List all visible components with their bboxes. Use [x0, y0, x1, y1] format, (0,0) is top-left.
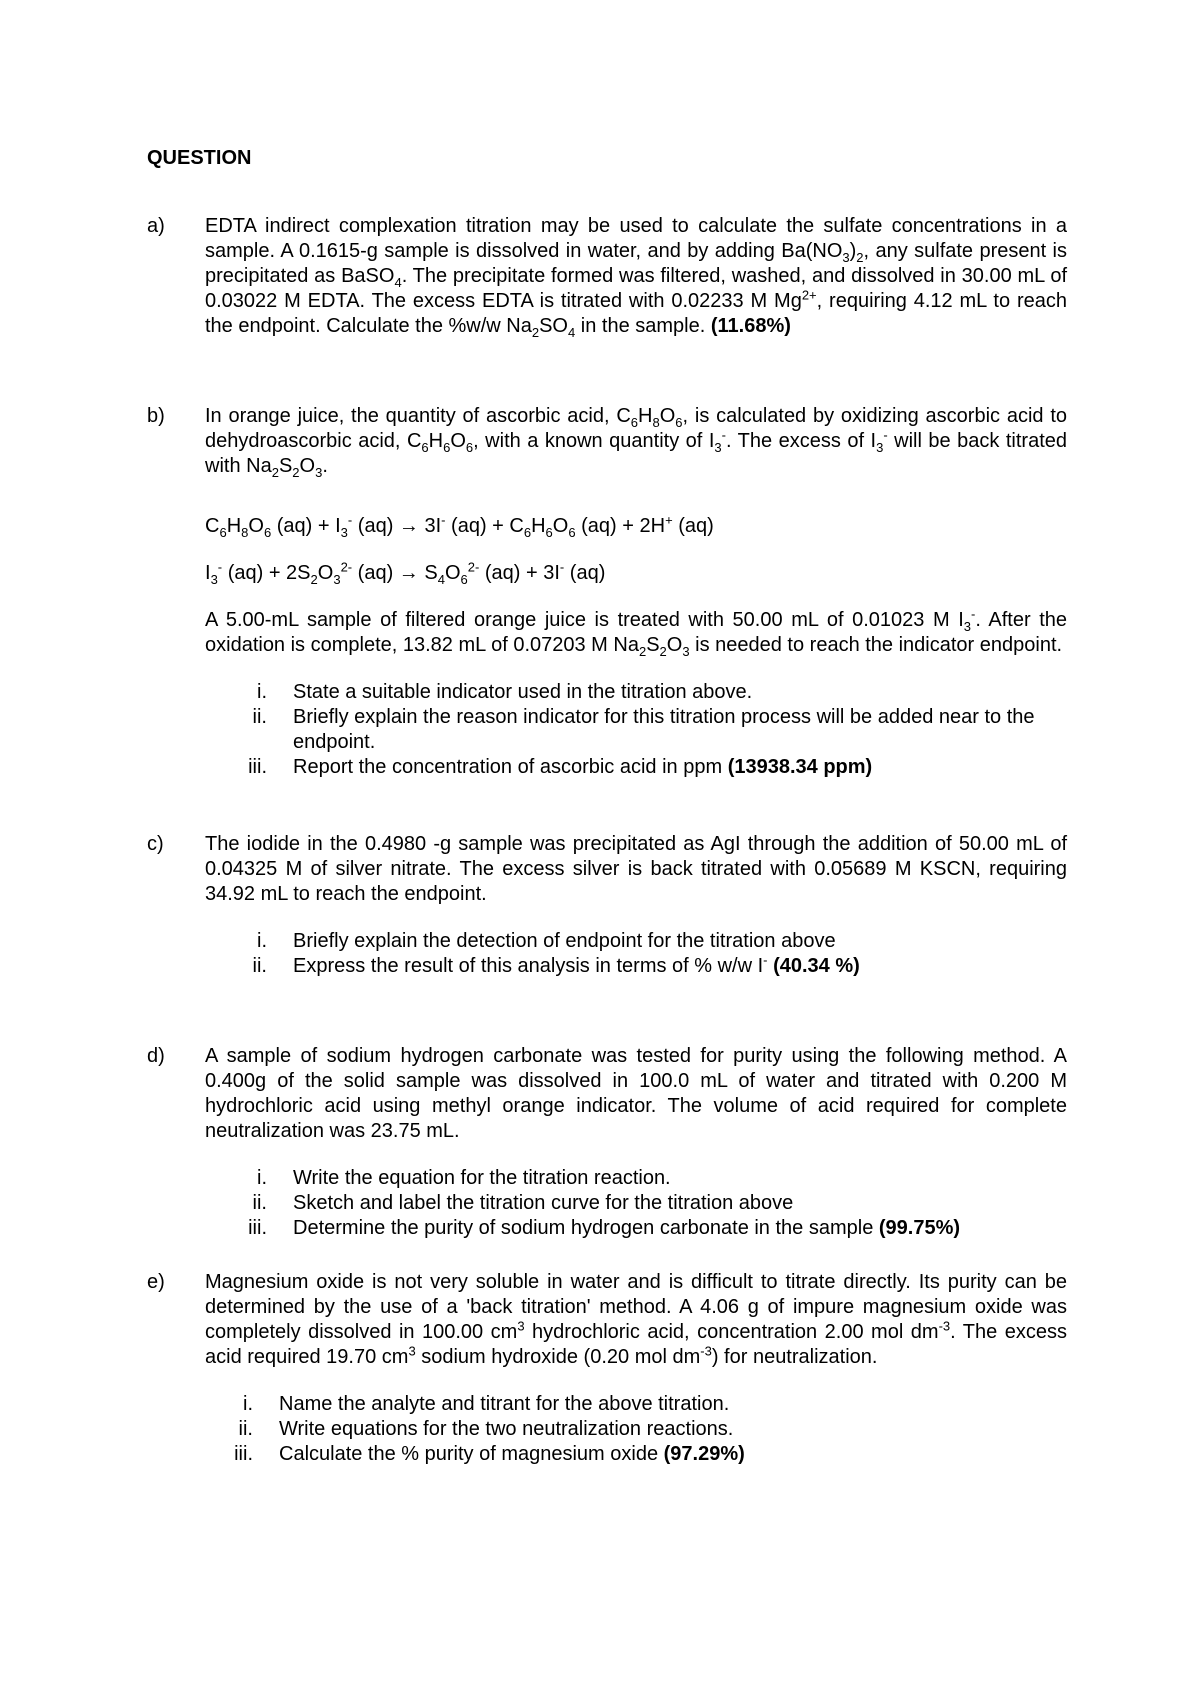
question-label: d) — [147, 1045, 165, 1067]
question-label: b) — [147, 405, 165, 427]
answer: (99.75%) — [878, 1217, 961, 1239]
question-text: Magnesium oxide is not very soluble in water and is difficult to titrate directly. Its purity can be determined by the use of a 'back titration' method. A 4.06 g of impure magnesium oxide was completely dissolved in 100.00 $cm^3$ hydrochloric acid, concentration 2.00 mol $dm^{-3}$. The excess acid required 19.70 $cm^3$ sodium hydroxide (0.20 mol $dm^{-3}$) for neutralization. — [205, 1271, 1067, 1368]
question-label: c) — [147, 833, 164, 855]
answer: (13938.34 ppm) — [727, 756, 873, 778]
list-item: ii. Sketch and label the titration curve for the titration above — [252, 1192, 794, 1214]
page-title: QUESTION — [147, 147, 252, 169]
answer: (97.29%) — [663, 1443, 745, 1465]
question-text: In orange juice, the quantity of ascorbic acid, $C_6H_8O_6$, is calculated by oxidizing ascorbic acid to dehydroascorbic acid, $C_6H_6O_6$, with a known quantity of $I_3^-$. The excess of $I_3^-$ will be back titrated with $Na_2S_2O_3$. — [205, 405, 1068, 480]
list-item: i. State a suitable indicator used in the titration above. — [257, 681, 753, 703]
answer: (11.68%) — [710, 315, 791, 337]
equation-2: $I_3^-$ $(aq) + 2S_2O_3^{2-}$ $(aq) \to S_4O_6^{2-}$ (aq) + 3I- (aq) — [205, 559, 606, 587]
list-item: ii. Write equations for the two neutralization reactions. — [238, 1418, 734, 1440]
sub-question-list — [205, 929, 1067, 979]
equation-1: $C_6H_8O_6$ $(aq) + I_3^-$ (aq) → 3I- $(aq) + C_6H_6O_6$ (aq) + 2H+ (aq) — [205, 512, 714, 540]
list-item: i. Name the analyte and titrant for the above titration. — [243, 1393, 730, 1415]
question-text: A sample of sodium hydrogen carbonate was tested for purity using the following method. A 0.400g of the solid sample was dissolved in 100.0 mL of water and titrated with 0.200 M hydrochloric acid using methyl orange indicator. The volume of acid required for complete neutralization was 23.75 mL. — [205, 1045, 1067, 1142]
question-text: The iodide in the 0.4980 -g sample was precipitated as AgI through the addition of 50.00 mL of 0.04325 M of silver nitrate. The excess silver is back titrated with 0.05689 M KSCN, requiring 34.92 mL to reach the endpoint. — [205, 833, 1067, 905]
list-item: i. Write the equation for the titration reaction. — [257, 1167, 671, 1189]
list-item: iii. Report the concentration of ascorbic acid in ppm (13938.34 ppm) — [248, 756, 873, 778]
list-item: ii. Briefly explain the reason indicator for this titration process will be added near to the endpoint. — [252, 706, 1035, 753]
question-label: e) — [147, 1271, 165, 1293]
sub-question-list — [205, 680, 1067, 780]
list-item: i. Briefly explain the detection of endpoint for the titration above — [257, 930, 836, 952]
answer: (40.34 %) — [773, 955, 860, 977]
sub-question-list — [205, 1392, 1067, 1467]
question-text: EDTA indirect complexation titration may be used to calculate the sulfate concentrations in a sample. A 0.1615-g sample is dissolved in water, and by adding $Ba(NO_3)_2$, any sulfate present is precipitated as BaSO$_4$. The precipitate formed was filtered, washed, and dissolved in 30.00 mL of 0.03022 M EDTA. The excess EDTA is titrated with 0.02233 M $Mg^{2+}$, requiring 4.12 mL to reach the endpoint. Calculate the %w/w $Na_2SO_4$ in the sample. (11.68%) — [205, 215, 1068, 340]
question-label: a) — [147, 215, 165, 237]
list-item: ii. Express the result of this analysis in terms of % w/w I- (40.34 %) — [252, 952, 860, 977]
question-paragraph: A 5.00-mL sample of filtered orange juice is treated with 50.00 mL of 0.01023 M $I_3^-$. After the oxidation is complete, 13.82 mL of 0.07203 M $Na_2S_2O_3$ is needed to reach the indicator endpoint. — [205, 606, 1068, 659]
list-item: iii. Determine the purity of sodium hydrogen carbonate in the sample (99.75%) — [248, 1217, 961, 1239]
list-item: iii. Calculate the % purity of magnesium oxide (97.29%) — [234, 1443, 745, 1465]
sub-question-list — [205, 1166, 1067, 1241]
